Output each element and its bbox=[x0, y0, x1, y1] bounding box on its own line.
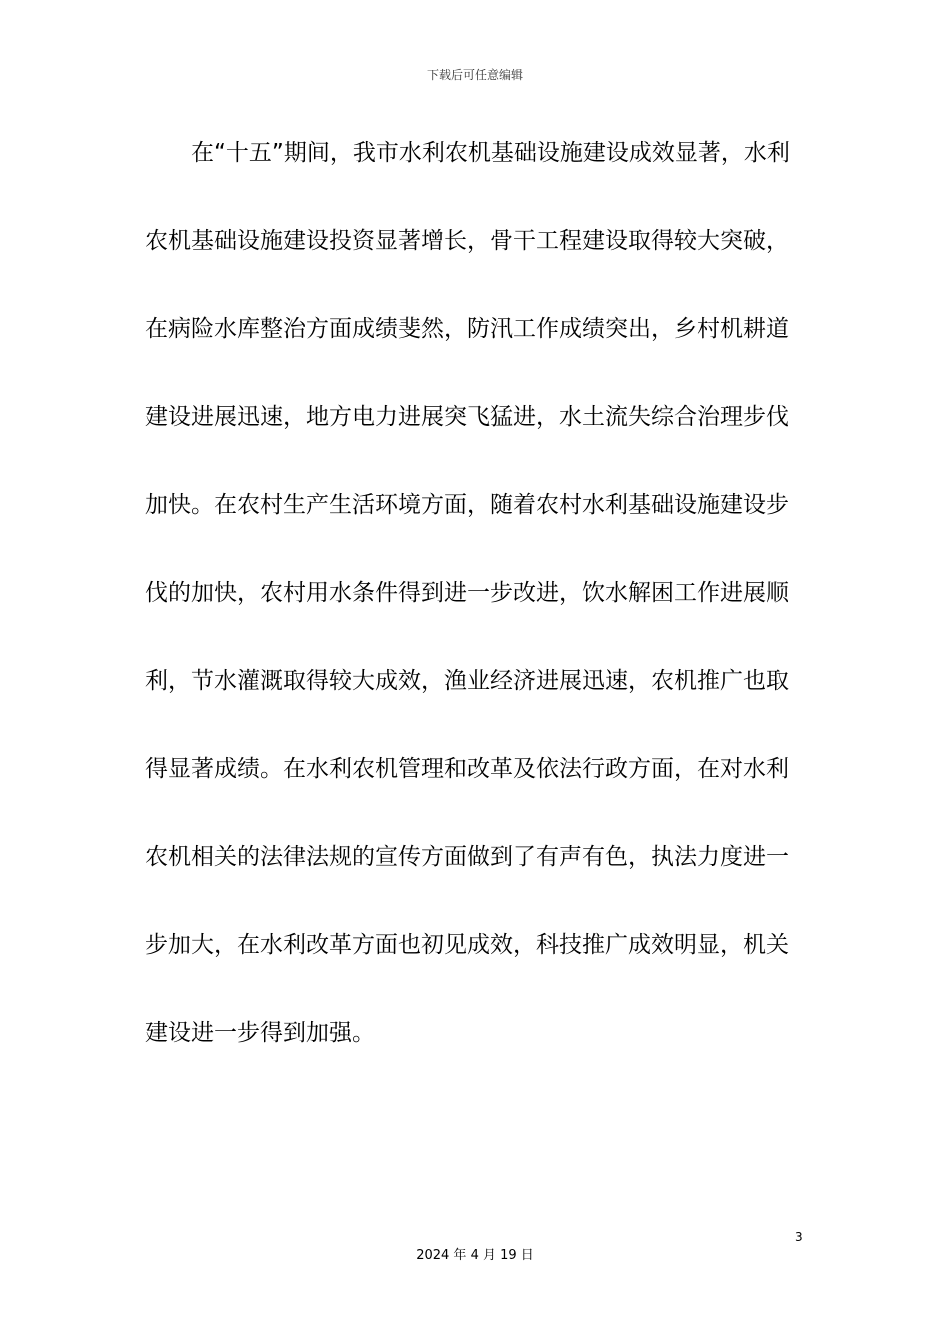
header-note: 下载后可任意编辑 bbox=[426, 68, 523, 82]
paragraph-line: 伐的加快，农村用水条件得到进一步改进，饮水解困工作进展顺 bbox=[145, 580, 789, 606]
footer-date: 2024 年 4 月 19 日 bbox=[416, 1248, 534, 1263]
paragraph-line: 得显著成绩。在水利农机管理和改革及依法行政方面，在对水利 bbox=[145, 756, 789, 782]
body-paragraph bbox=[145, 130, 793, 1098]
paragraph-line: 在病险水库整治方面成绩斐然，防汛工作成绩突出，乡村机耕道 bbox=[145, 316, 789, 342]
paragraph-line: 加快。在农村生产生活环境方面，随着农村水利基础设施建设步 bbox=[145, 492, 789, 518]
paragraph-line: 在“十五”期间，我市水利农机基础设施建设成效显著，水利 bbox=[191, 140, 790, 166]
paragraph-line: 建设进展迅速，地方电力进展突飞猛进，水土流失综合治理步伐 bbox=[145, 404, 789, 430]
paragraph-line: 利，节水灌溉取得较大成效，渔业经济进展迅速，农机推广也取 bbox=[145, 668, 789, 694]
paragraph-line: 步加大，在水利改革方面也初见成效，科技推广成效明显，机关 bbox=[145, 932, 789, 958]
paragraph-line: 建设进一步得到加强。 bbox=[145, 1020, 375, 1046]
paragraph-line: 农机相关的法律法规的宣传方面做到了有声有色，执法力度进一 bbox=[145, 844, 789, 870]
page-number: 3 bbox=[795, 1230, 803, 1244]
paragraph-line: 农机基础设施建设投资显著增长，骨干工程建设取得较大突破， bbox=[145, 228, 789, 254]
